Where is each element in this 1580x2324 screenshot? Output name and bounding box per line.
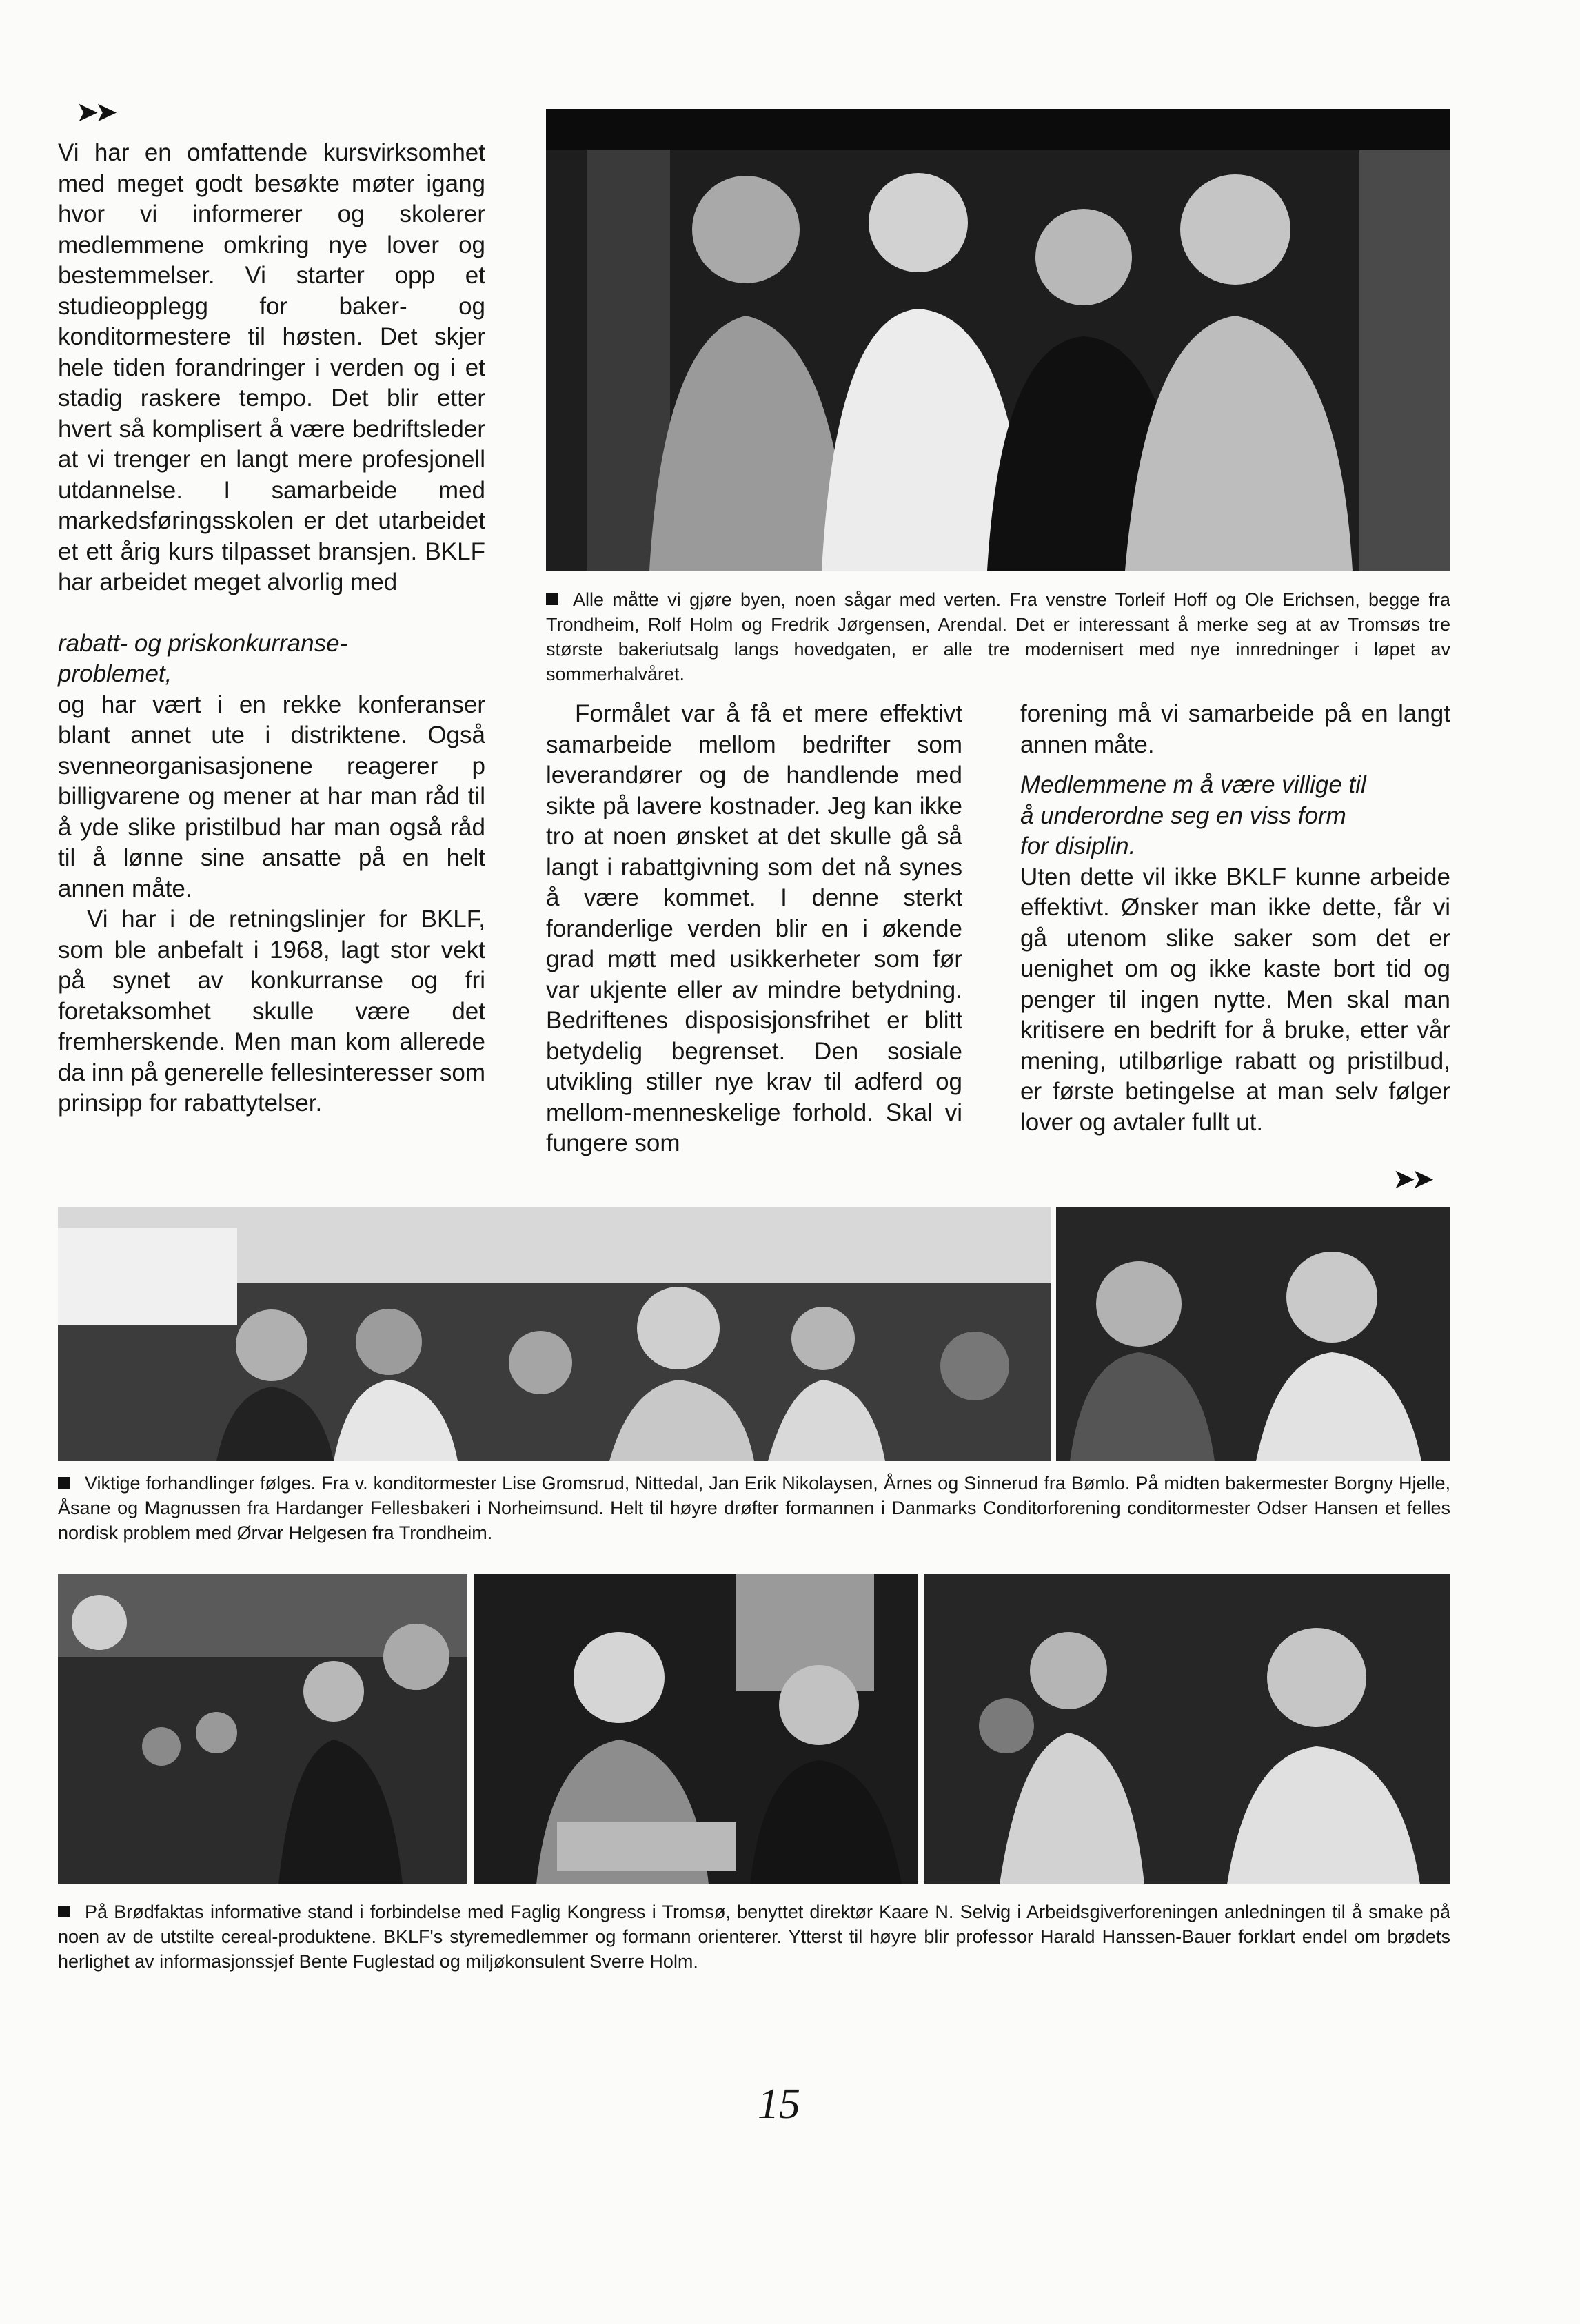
- paragraph: Uten dette vil ikke BKLF kunne arbeide effektivt. Ønsker man ikke dette, får vi gå utenom slike saker som det er uenighet om og ikke kaste bort tid og penger til ingen nytte. Men skal man kritisere en bedrift for å bruke, etter vår mening, utilbørlige rabatt og pristilbud, er første betingelse at man selv følger lover og avtaler fullt ut.: [1020, 863, 1450, 1136]
- article-column-3: [1020, 699, 1450, 1138]
- photo-meeting-delegates: [58, 1207, 1051, 1461]
- caption-top-photo: Alle måtte vi gjøre byen, noen sågar med verten. Fra venstre Torleif Hoff og Ole Erichsen, begge fra Trondheim, Rolf Holm og Fredrik Jørgensen, Arendal. Det er interessant å merke seg at av Tromsøs tre største bakeriutsalg langs hovedgaten, er alle tre modernisert med nye innredninger i løpet av sommerhalvåret.: [546, 589, 1450, 684]
- paragraph: Vi har en omfattende kursvirksomhet med meget godt besøkte møter igang hvor vi informerer og skolerer medlemmene omkring nye lover og bestemmelser. Vi starter opp et studieopplegg for baker- og konditormestere til høsten. Det skjer hele tiden forandringer i verden og i et stadig raskere tempo. Det blir etter hvert så komplisert å være bedriftsleder at vi trenger en langt mere profesjonell utdannelse. I samarbeide med markedsføringsskolen er det utarbeidet et ett årig kurs tilpasset bransjen. BKLF har arbeidet meget alvorlig med: [58, 139, 485, 595]
- photo-four-men: [546, 109, 1450, 571]
- photo-tasting-products: [924, 1574, 1450, 1884]
- photo-nordic-discussion: [1056, 1207, 1450, 1461]
- photo-bklf-board-members: [474, 1574, 918, 1884]
- caption-bottom-photos: På Brødfaktas informative stand i forbindelse med Faglig Kongress i Tromsø, benyttet direktør Kaare N. Selvig i Arbeidsgiverforeningen anledningen til å smake på noen av de utstilte cereal-produktene. BKLF's styremedlemmer og formann orienterer. Ytterst til høyre blir professor Harald Hanssen-Bauer forklart endel om brødets herlighet av informasjonssjef Bente Fuglestad og miljøkonsulent Sverre Holm.: [58, 1902, 1450, 1972]
- bullet-square-icon: [546, 593, 558, 605]
- photo-brodfakta-stand: [58, 1574, 467, 1884]
- page-number: 15: [758, 2081, 800, 2128]
- pull-quote: Medlemmene m å være villige til å underordne seg en viss form for disiplin.: [1020, 771, 1366, 859]
- article-column-1: [58, 138, 485, 1119]
- paragraph: Vi har i de retningslinjer for BKLF, som ble anbefalt i 1968, lagt stor vekt på synet av konkurranse og fri foretaksomhet skulle være det fremherskende. Men man kom allerede da inn på generelle fellesinteresser som prinsipp for rabattytelser.: [58, 906, 485, 1117]
- paragraph: Formålet var å få et mere effektivt samarbeide mellom bedrifter som leverandører og de handlende med sikte på lavere kostnader. Jeg kan ikke tro at noen ønsket at det skulle gå så langt i rabattgivning som det nå synes å være kommet. I denne sterkt foranderlige verden blir en i økende grad møtt med usikkerheter som før var ukjente eller av mindre betydning. Bedriftenes disposisjonsfrihet er blitt betydelig begrenset. Den sosiale utvikling stiller nye krav til adferd og mellom-menneskelige forhold. Skal vi fungere som: [546, 700, 962, 1156]
- continuation-arrow-icon: ➤➤: [76, 97, 114, 128]
- bullet-square-icon: [58, 1906, 70, 1917]
- bullet-square-icon: [58, 1477, 70, 1489]
- caption-middle-photos: Viktige forhandlinger følges. Fra v. konditormester Lise Gromsrud, Nittedal, Jan Erik Nikolaysen, Årnes og Sinnerud fra Bømlo. På midten bakermester Borgny Hjelle, Åsane og Magnussen fra Hardanger Fellesbakeri i Norheimsund. Helt til høyre drøfter formannen i Danmarks Conditorforening conditormester Odser Hansen et felles nordisk problem med Ørvar Helgesen fra Trondheim.: [58, 1473, 1450, 1543]
- article-column-2: [546, 699, 962, 1159]
- continuation-arrow-icon: ➤➤: [1392, 1164, 1431, 1194]
- paragraph: forening må vi samarbeide på en langt annen måte.: [1020, 700, 1450, 758]
- paragraph: og har vært i en rekke konferanser blant annet ute i distriktene. Også svenneorganisasjonene reagerer p billigvarene og mener at har man råd til å yde slike pristilbud har man også råd til å lønne sine ansatte på en helt annen måte.: [58, 691, 485, 902]
- subheading: rabatt- og priskonkurranse- problemet,: [58, 629, 348, 687]
